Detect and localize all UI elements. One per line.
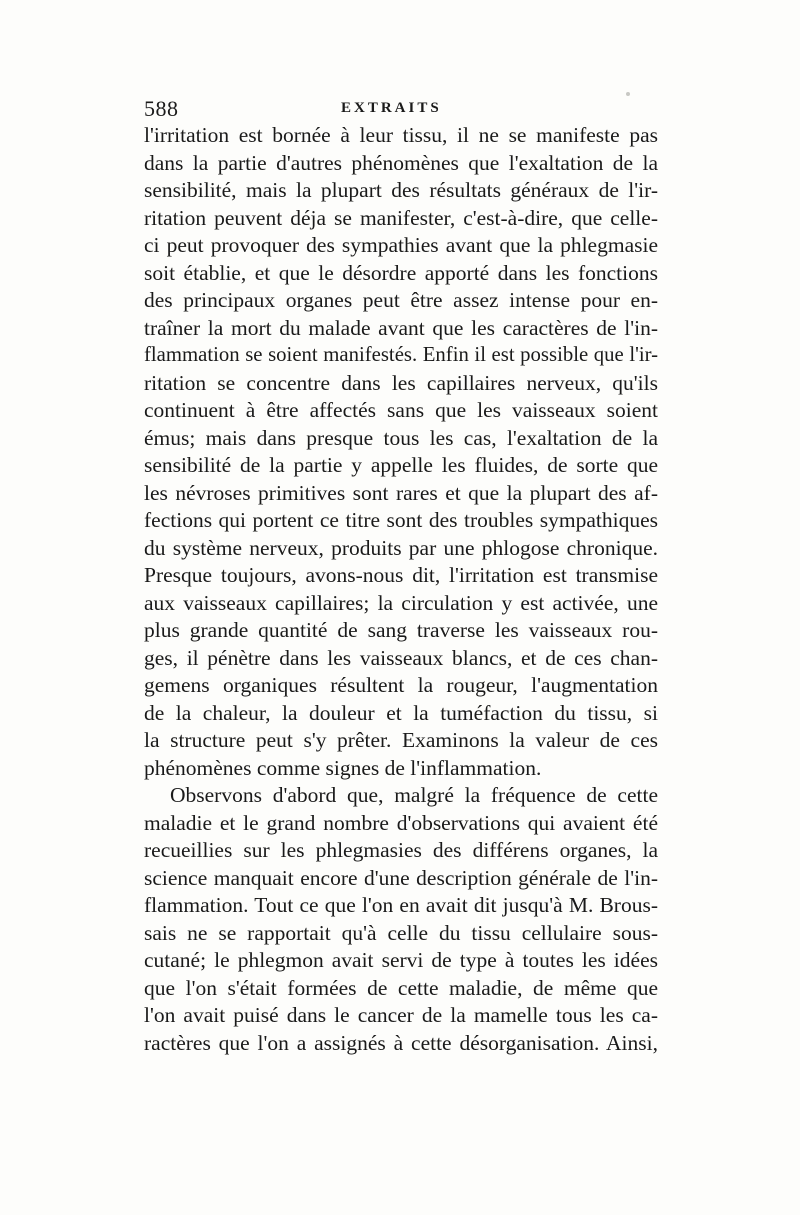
text-line: de la chaleur, la douleur et la tuméfaction du tissu, si	[144, 700, 658, 725]
text-line: sensibilité, mais la plupart des résultats généraux de l'ir-	[144, 178, 658, 202]
text-line: Presque toujours, avons-nous dit, l'irritation est transmise	[144, 563, 658, 587]
text-line: recueillies sur les phlegmasies des différens organes, la	[144, 838, 658, 862]
page-number: 588	[144, 96, 179, 121]
text-line: sais ne se rapportait qu'à celle du tissu cellulaire sous-	[144, 920, 658, 945]
text-line: la structure peut s'y prêter. Examinons la valeur de ces	[144, 728, 658, 752]
text-line: les névroses primitives sont rares et que la plupart des af-	[144, 480, 658, 505]
text-line: soit établie, et que le désordre apporté dans les fonctions	[144, 260, 658, 285]
text-line: cutané; le phlegmon avait servi de type à toutes les idées	[144, 948, 658, 972]
text-line: plus grande quantité de sang traverse les vaisseaux rou-	[144, 618, 658, 642]
text-line: continuent à être affectés sans que les vaisseaux soient	[144, 398, 658, 422]
text-line: sensibilité de la partie y appelle les fluides, de sorte que	[144, 453, 658, 477]
text-line: dans la partie d'autres phénomènes que l'exaltation de la	[144, 150, 658, 175]
text-line: émus; mais dans presque tous les cas, l'exaltation de la	[144, 425, 658, 450]
text-line: flammation se soient manifestés. Enfin il est possible que l'ir-	[144, 344, 658, 366]
paragraph-start-line: Observons d'abord que, malgré la fréquence de cette	[170, 783, 658, 807]
text-line: l'irritation est bornée à leur tissu, il ne se manifeste pas	[144, 123, 658, 147]
text-line: du système nerveux, produits par une phlogose chronique.	[144, 535, 658, 560]
text-line: que l'on s'était formées de cette maladie, de même que	[144, 975, 658, 1000]
text-line: flammation. Tout ce que l'on en avait dit jusqu'à M. Brous-	[144, 893, 658, 917]
text-line: ci peut provoquer des sympathies avant que la phlegmasie	[144, 233, 658, 257]
text-line: ritation se concentre dans les capillaires nerveux, qu'ils	[144, 370, 658, 395]
text-line: maladie et le grand nombre d'observations qui avaient été	[144, 810, 658, 835]
text-line: fections qui portent ce titre sont des troubles sympathiques	[144, 508, 658, 532]
text-line: ges, il pénètre dans les vaisseaux blancs, et de ces chan-	[144, 645, 658, 670]
paragraph-end-line: phénomènes comme signes de l'inflammation.	[144, 755, 542, 780]
text-line: ritation peuvent déja se manifester, c'est-à-dire, que celle-	[144, 205, 658, 230]
body-text	[144, 122, 658, 1057]
text-line: ractères que l'on a assignés à cette désorganisation. Ainsi,	[144, 1030, 658, 1055]
running-head	[144, 96, 664, 124]
text-line: gemens organiques résultent la rougeur, l'augmentation	[144, 673, 658, 697]
text-line: des principaux organes peut être assez intense pour en-	[144, 288, 658, 312]
text-line: aux vaisseaux capillaires; la circulation y est activée, une	[144, 590, 658, 615]
text-line: traîner la mort du malade avant que les caractères de l'in-	[144, 315, 658, 340]
running-title: EXTRAITS	[341, 100, 442, 116]
text-line: l'on avait puisé dans le cancer de la mamelle tous les ca-	[144, 1003, 658, 1027]
text-line: science manquait encore d'une description générale de l'in-	[144, 865, 658, 890]
